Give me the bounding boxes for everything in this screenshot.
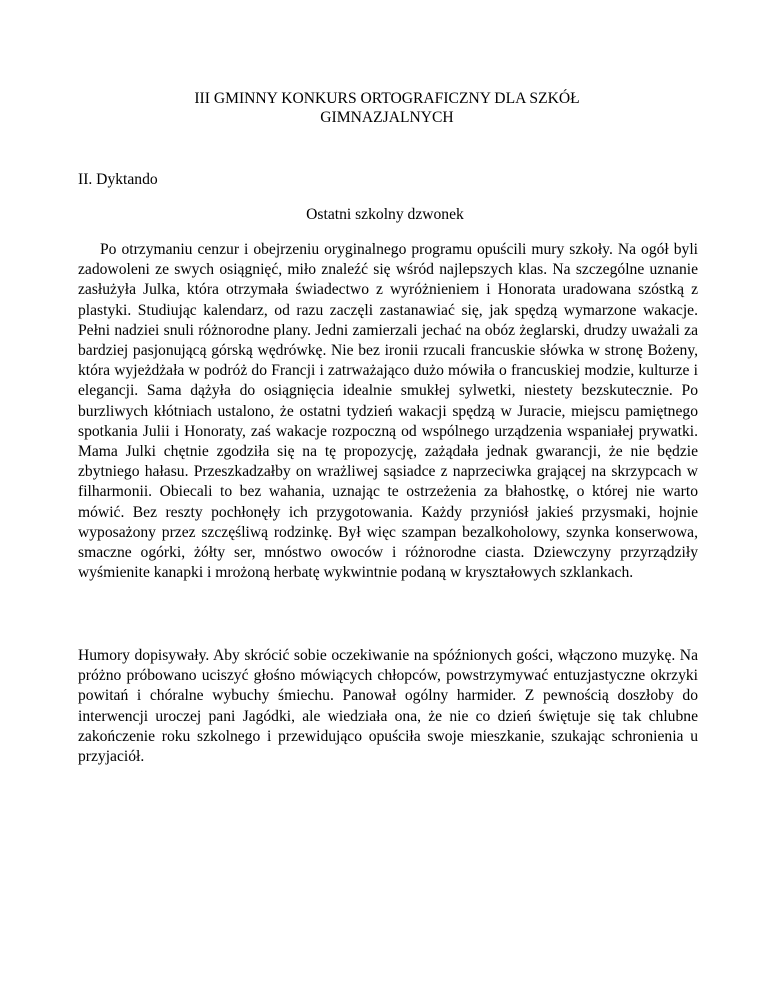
document-title bbox=[80, 89, 694, 127]
title-line-2: GIMNAZJALNYCH bbox=[320, 109, 454, 126]
title-line-1: III GMINNY KONKURS ORTOGRAFICZNY DLA SZKÓŁ bbox=[194, 90, 580, 107]
dictation-title: Ostatni szkolny dzwonek bbox=[306, 206, 464, 223]
dictation-paragraph-2: Humory dopisywały. Aby skrócić sobie oczekiwanie na spóźnionych gości, włączono muzykę. Na próżno próbowano uciszyć głośno mówiących chłopców, powstrzymywać entuzjastyczne okrzyki powitań i chóralne wybuchy śmiechu. Panował ogólny harmider. Z pewnością doszłoby do interwencji uroczej pani Jagódki, ale wiedziała ona, że nie co dzień świętuje się tak chlubne zakończenie roku szkolnego i przewidująco opuściła swoje mieszkanie, szukając schronienia u przyjaciół. bbox=[78, 647, 698, 766]
dictation-paragraph-1: Po otrzymaniu cenzur i obejrzeniu oryginalnego programu opuścili mury szkoły. Na ogół byli zadowoleni ze swych osiągnięć, miło znaleźć się wśród najlepszych klas. Na szczególne uznanie zasłużyła Julka, która otrzymała świadectwo z wyróżnieniem i Honorata uradowana szóstką z plastyki. Studiując kalendarz, od razu zaczęli zastanawiać się, jak spędzą wymarzone wakacje. Pełni nadziei snuli różnorodne plany. Jedni zamierzali jechać na obóz żeglarski, drudzy uważali za bardziej pasjonującą górską wędrówkę. Nie bez ironii rzucali francuskie słówka w stronę Bożeny, która wyjeżdżała w podróż do Francji i zatrważająco dużo mówiła o francuskiej modzie, kulturze i elegancji. Sama dążyła do osiągnięcia idealnie smukłej sylwetki, niestety bezskutecznie. Po burzliwych kłótniach ustalono, że ostatni tydzień wakacji spędzą w Juracie, miejscu pamiętnego spotkania Julii i Honoraty, zaś wakacje rozpoczną od wspólnego urządzenia wspaniałej prywatki. Mama Julki chętnie zgodziła się na tę propozycję, zażądała jednak gwarancji, że nie będzie zbytniego hałasu. Przeszkadzałby on wrażliwej sąsiadce z naprzeciwka grającej na skrzypcach w filharmonii. Obiecali to bez wahania, uznając te ostrzeżenia za błahostkę, o której nie warto mówić. Bez reszty pochłonęły ich przygotowania. Każdy przyniósł jakieś przysmaki, hojnie wyposażony przez szczęśliwą rodzinkę. Był więc szampan bezalkoholowy, szynka konserwowa, smaczne ogórki, żółty ser, mnóstwo owoców i różnorodne ciasta. Dziewczyny przyrządziły wyśmienite kanapki i mrożoną herbatę wykwintnie podaną w kryształowych szklankach. bbox=[78, 241, 698, 582]
section-heading: II. Dyktando bbox=[78, 171, 158, 188]
